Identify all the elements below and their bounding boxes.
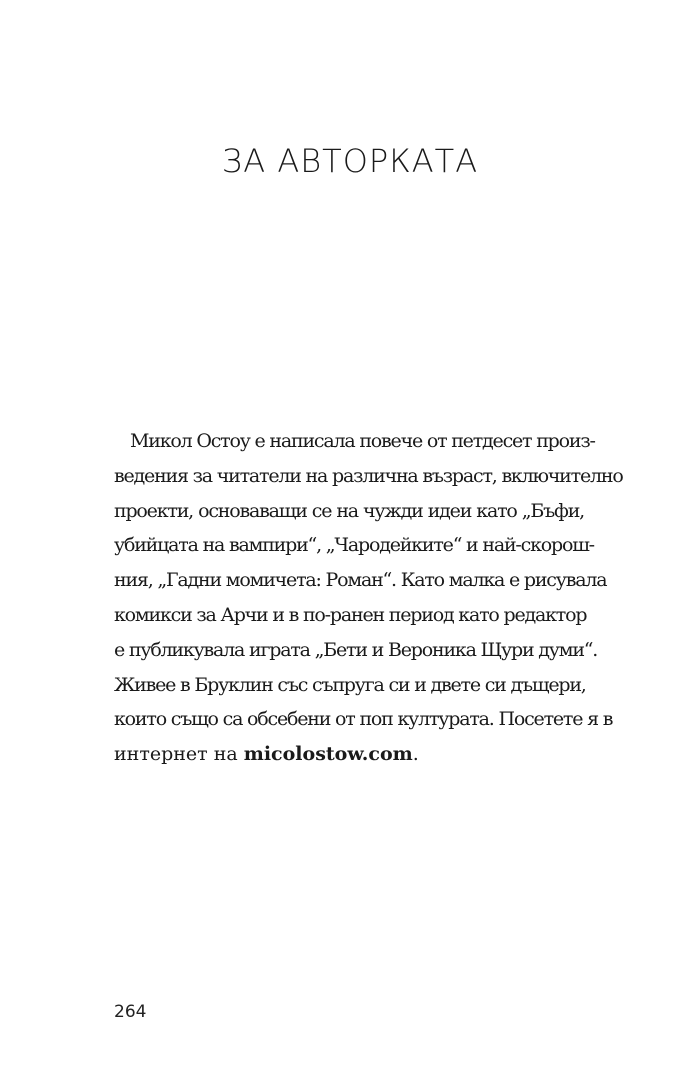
paragraph-line: ведения за читатели на различна възраст, включително (114, 464, 623, 487)
paragraph-line: комикси за Арчи и в по-ранен период като редактор (114, 603, 587, 626)
paragraph-line: Микол Остоу е написала повече от петдесет произ- (130, 430, 595, 452)
paragraph-line: ния, „Гадни момичета: Роман“. Като малка е рисувала (114, 569, 607, 592)
paragraph-last-line (114, 737, 584, 772)
paragraph-line: убийцата на вампири“, „Чародейките“ и най-скорош- (114, 534, 594, 557)
author-website-link[interactable]: micolostow.com (243, 743, 413, 766)
paragraph-line: Живее в Бруклин със съпруга си и двете си дъщери, (114, 673, 586, 696)
last-line-prefix: интернет на (114, 743, 244, 766)
author-bio-paragraph (114, 424, 623, 772)
last-line-suffix: . (412, 743, 419, 766)
page-title: ЗА АВТОРКАТА (221, 142, 479, 180)
paragraph-line: проекти, основаващи се на чужди идеи като „Бъфи, (114, 499, 584, 522)
paragraph-line: е публикувала играта „Бети и Вероника Щури думи“. (114, 638, 598, 661)
page-number: 264 (114, 1002, 147, 1022)
paragraph-line: които също са обсебени от поп културата. Посетете я в (114, 708, 613, 731)
